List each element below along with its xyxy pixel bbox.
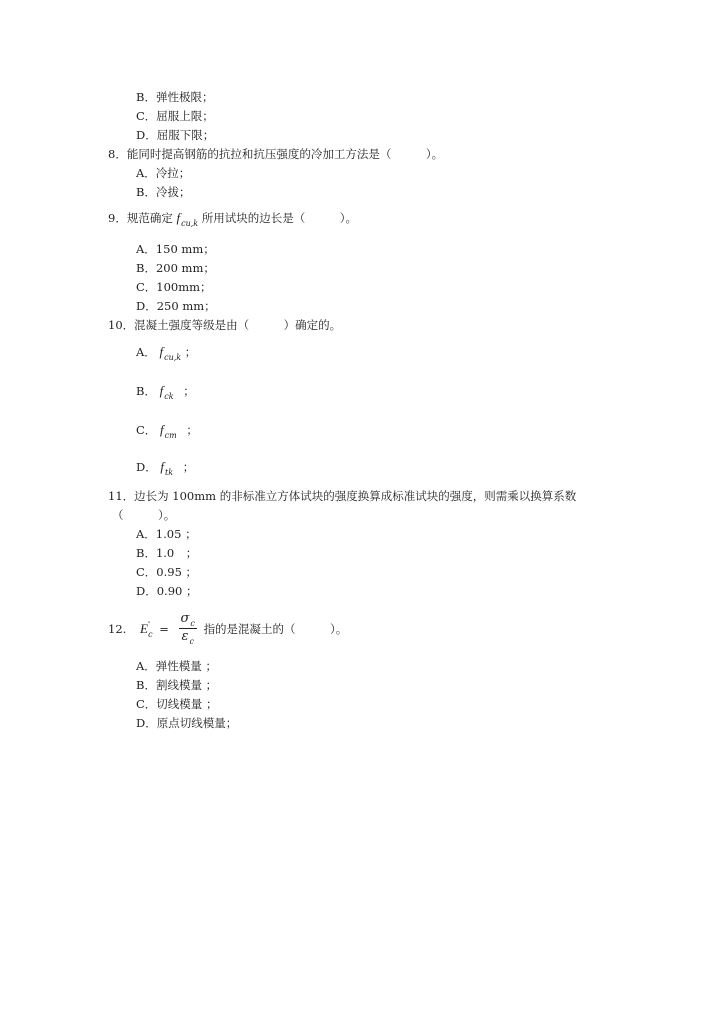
q12-stem: 12. $E'_c$ = $\frac{\sigma_c}{\varepsilon_c}$ 指的是混凝土的（ ）。 bbox=[108, 610, 348, 646]
q9-stem bbox=[108, 211, 357, 227]
q12-lhs-var: E bbox=[139, 621, 148, 636]
q12-option-c: C．切线模量 ； bbox=[136, 697, 218, 711]
q10-option-d: D． $f_{tk}$ ； bbox=[136, 459, 195, 477]
q12-number: 12. bbox=[108, 622, 127, 636]
q10-option-c: C． $f_{cm}$ ； bbox=[136, 422, 198, 440]
q12-suffix: 指的是混凝土的（ ）。 bbox=[203, 622, 348, 636]
q12-equals: = bbox=[159, 622, 169, 636]
q8-option-b: B．冷拔； bbox=[136, 185, 191, 199]
q11-stem-line2: （ ）。 bbox=[112, 508, 176, 522]
q12-option-a: A．弹性模量 ； bbox=[136, 659, 217, 673]
q11-option-a: A．1.05 ； bbox=[136, 527, 197, 541]
q12-epsilon: ε bbox=[181, 628, 189, 644]
q9-suffix: 所用试块的边长是（ ）。 bbox=[201, 211, 358, 225]
q9-option-c: C．100mm； bbox=[136, 280, 212, 294]
q8-stem: 8．能同时提高钢筋的抗拉和抗压强度的冷加工方法是（ ）。 bbox=[108, 147, 444, 161]
q9-var-sub: cu,k bbox=[181, 219, 199, 228]
q7-option-c: C．屈服上限； bbox=[136, 109, 214, 123]
q9-option-d: D．250 mm； bbox=[136, 299, 216, 313]
q12-option-d: D．原点切线模量； bbox=[136, 716, 238, 730]
q11-stem-line1: 11．边长为 100mm 的非标准立方体试块的强度换算成标准试块的强度，则需乘以换算系数 bbox=[108, 489, 577, 503]
q12-sigma: σ bbox=[180, 610, 190, 626]
q9-option-b: B．200 mm； bbox=[136, 261, 215, 275]
q10-option-a: A． $f_{cu,k}$ ； bbox=[136, 344, 197, 362]
q9-option-a: A．150 mm； bbox=[136, 242, 215, 256]
q9-prefix: 9．规范确定 bbox=[108, 211, 173, 225]
q11-option-d: D．0.90 ； bbox=[136, 584, 198, 598]
q11-option-c: C．0.95 ； bbox=[136, 565, 198, 579]
q7-option-d: D．屈服下限； bbox=[136, 128, 215, 142]
q9-var: f bbox=[176, 210, 181, 225]
q12-fraction: $\frac{\sigma_c}{\varepsilon_c}$ bbox=[180, 610, 195, 646]
q10-option-b: B． $f_{ck}$ ； bbox=[136, 383, 195, 401]
q11-option-b: B．1.0 ； bbox=[136, 546, 198, 560]
q12-option-b: B．割线模量 ； bbox=[136, 678, 218, 692]
q7-option-b: B．弹性极限； bbox=[136, 90, 214, 104]
q8-option-a: A．冷拉； bbox=[136, 166, 191, 180]
q10-stem: 10．混凝土强度等级是由（ ）确定的。 bbox=[108, 318, 342, 332]
